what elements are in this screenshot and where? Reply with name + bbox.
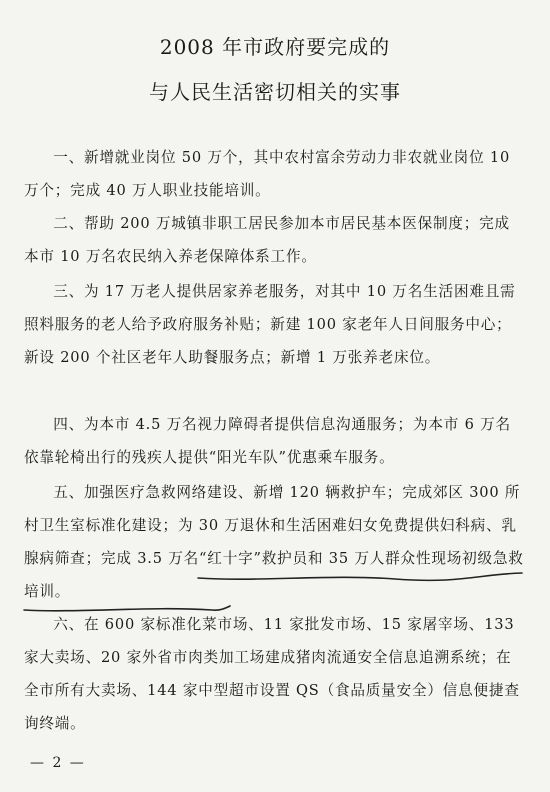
paragraph-3: 三、为 17 万老人提供居家养老服务，对其中 10 万名生活困难且需照料服务的老人给予政府服务补贴；新建 100 家老年人日间服务中心；新设 200 个社区老年人助餐服务点；新增 1 万张养老床位。 [24,283,516,366]
title-line-1: 2008 年市政府要完成的 [159,35,391,59]
paragraph-2: 二、帮助 200 万城镇非职工居民参加本市居民基本医保制度；完成本市 10 万名农民纳入养老保障体系工作。 [24,215,510,265]
paragraph-5-end: 。 [54,583,71,600]
paragraph-6: 六、在 600 家标准化菜市场、11 家批发市场、15 家屠宰场、133 家大卖场、20 家外省市肉类加工场建成猪肉流通安全信息追溯系统；在全市所有大卖场、144 家中型超市设置 QS（食品质量安全）信息便捷查询终端。 [24,616,520,732]
paragraph-5-text: 五、加强医疗急救网络建设、新增 120 辆救护车；完成郊区 300 所村卫生室标准化建设；为 30 万退休和生活困难妇女免费提供妇科病、乳腺病筛查； [24,484,521,567]
paragraph-4: 四、为本市 4.5 万名视力障碍者提供信息沟通服务；为本市 6 万名依靠轮椅出行的残疾人提供“阳光车队”优惠乘车服务。 [24,416,511,466]
paragraph-1: 一、新增就业岗位 50 万个，其中农村富余劳动力非农就业岗位 10 万个；完成 40 万人职业技能培训。 [24,149,511,199]
page-number: — 2 — [30,755,86,771]
title-line-2: 与人民生活密切相关的实事 [149,80,401,104]
highlighted-phrase: 完成 3.5 万名“红十字”救护员和 35 万人群众性现场初级急救培训 [24,550,524,600]
paragraph-5 [24,476,524,608]
